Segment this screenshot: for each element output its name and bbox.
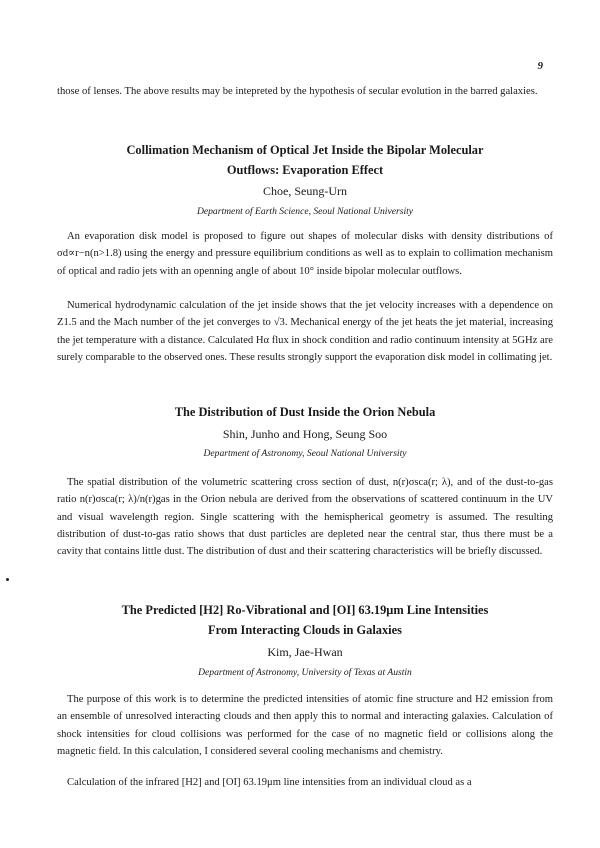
abstract-2-paragraph-1: The spatial distribution of the volumetric scattering cross section of dust, n(r)σsca(r; λ), and of the dust-to-gas ratio n(r)σsca(r; λ)/n(r)gas in the Orion nebula are derived from the observations of scattered continuum in the UV and visual wavelength region. Single scattering with the hemispherical geometry is assumed. The resulting distribution of dust-to-gas ratio shows that dust particles are depleted near the central star, thus there must be a cavity that contains little dust. The distribution of dust and their scattering characteristics will be briefly discussed.: [57, 477, 553, 558]
abstract-1-paragraph-1: An evaporation disk model is proposed to figure out shapes of molecular disks with density distributions of σd∝r−n(n>1.8) using the energy and pressure equilibrium conditions as well as to explain to collimation mechanism of optical and radio jets with an openning angle of about 10° inside bipolar molecular outflows.: [57, 231, 553, 277]
abstract-3-author: Kim, Jae-Hwan: [267, 645, 343, 659]
abstract-3-title-line2: From Interacting Clouds in Galaxies: [208, 623, 402, 637]
abstract-1-title-line2: Outflows: Evaporation Effect: [226, 163, 384, 177]
abstract-1-affiliation: Department of Earth Science, Seoul National University: [196, 206, 414, 217]
intro-paragraph: those of lenses. The above results may be intepreted by the hypothesis of secular evolution in the barred galaxies.: [57, 86, 538, 97]
abstract-3-affiliation: Department of Astronomy, University of Texas at Austin: [198, 667, 412, 678]
abstract-2-affiliation: Department of Astronomy, Seoul National University: [203, 448, 407, 459]
abstract-1-title-line1: Collimation Mechanism of Optical Jet Inside the Bipolar Molecular: [126, 143, 484, 157]
abstract-3-paragraph-2: Calculation of the infrared [H2] and [OI] 63.19μm line intensities from an individual cloud as a: [67, 777, 472, 788]
abstract-1-author: Choe, Seung-Urn: [263, 184, 347, 198]
page-number: 9: [537, 60, 543, 72]
abstract-3-title-line1: The Predicted [H2] Ro-Vibrational and [OI] 63.19μm Line Intensities: [121, 603, 489, 617]
abstract-2-title: The Distribution of Dust Inside the Orion Nebula: [174, 405, 436, 419]
abstract-3-paragraph-1: The purpose of this work is to determine the predicted intensities of atomic fine structure and H2 emission from an ensemble of unresolved interacting clouds and then apply this to normal and interacting galaxies. Calculation of shock intensities for cloud collisions was performed for the case of no magnetic field or collisions along the magnetic field. In this calculation, I considered several cooling mechanisms and chemistry.: [57, 694, 553, 757]
abstract-1-paragraph-2: Numerical hydrodynamic calculation of the jet inside shows that the jet velocity increases with a dependence on Z1.5 and the Mach number of the jet converges to √3. Mechanical energy of the jet heats the jet material, increasing the jet temperature with a distance. Calculated Hα flux in shock condition and radio continuum intensity at 5GHz are surely comparable to the observed ones. These results strongly support the evaporation disk model in collimating jet.: [57, 300, 553, 363]
margin-mark: [6, 578, 9, 581]
abstract-2-author: Shin, Junho and Hong, Seung Soo: [222, 427, 388, 441]
